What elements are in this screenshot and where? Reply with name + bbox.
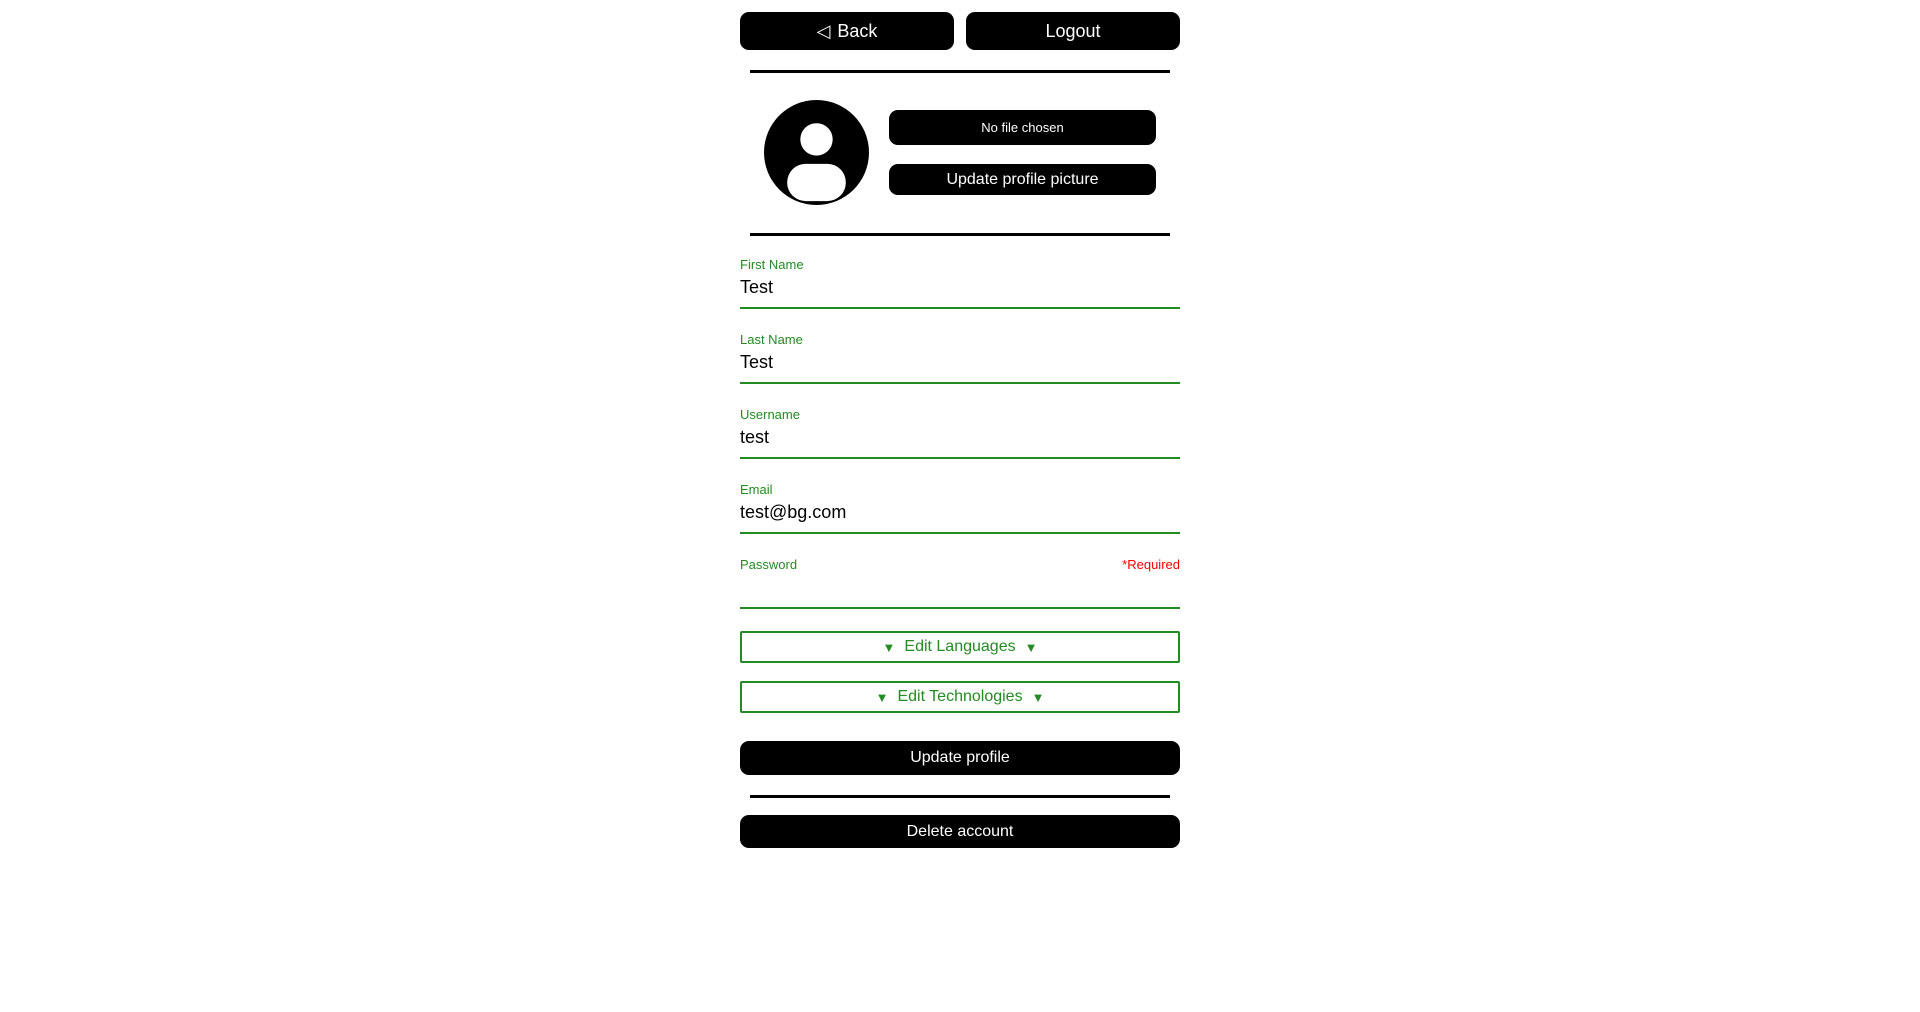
first-name-label: First Name: [740, 257, 804, 272]
file-input-button[interactable]: [889, 110, 1156, 145]
edit-languages-label: Edit Languages: [904, 638, 1016, 655]
logout-button-label: Logout: [1045, 20, 1101, 41]
divider: [750, 70, 1170, 73]
first-name-group: [740, 256, 1180, 309]
picture-buttons: [889, 110, 1156, 195]
delete-account-button[interactable]: [740, 815, 1180, 848]
logout-button[interactable]: [966, 12, 1180, 50]
edit-technologies-label: Edit Technologies: [897, 688, 1023, 705]
back-button-label: Back: [837, 20, 878, 41]
caret-down-icon: ▼: [882, 639, 896, 655]
avatar-person-icon: [764, 100, 869, 205]
back-button[interactable]: [740, 12, 954, 50]
email-label: Email: [740, 482, 773, 497]
profile-picture-section: [740, 100, 1180, 205]
divider: [750, 795, 1170, 798]
required-badge: *Required: [1122, 557, 1180, 572]
profile-form: [740, 256, 1180, 848]
caret-down-icon: ▼: [1031, 689, 1045, 705]
email-group: [740, 481, 1180, 534]
password-group: [740, 556, 1180, 609]
caret-down-icon: ▼: [1024, 639, 1038, 655]
update-picture-button[interactable]: [889, 164, 1156, 195]
password-label-row: [740, 556, 1180, 574]
update-picture-label: Update profile picture: [946, 170, 1099, 188]
last-name-group: [740, 331, 1180, 384]
password-input[interactable]: [740, 574, 1180, 609]
top-action-bar: [740, 12, 1180, 50]
username-group: [740, 406, 1180, 459]
username-label: Username: [740, 407, 800, 422]
update-profile-label: Update profile: [910, 749, 1010, 766]
edit-languages-button[interactable]: [740, 631, 1180, 663]
email-input[interactable]: [740, 499, 1180, 534]
last-name-input[interactable]: [740, 349, 1180, 384]
edit-technologies-button[interactable]: [740, 681, 1180, 713]
file-input-label: No file chosen: [981, 120, 1064, 135]
last-name-label: Last Name: [740, 332, 803, 347]
username-input[interactable]: [740, 424, 1180, 459]
password-label: Password: [740, 557, 798, 572]
delete-account-label: Delete account: [906, 822, 1014, 840]
first-name-input[interactable]: [740, 274, 1180, 309]
caret-down-icon: ▼: [875, 689, 889, 705]
update-profile-button[interactable]: [740, 741, 1180, 775]
divider: [750, 233, 1170, 236]
back-triangle-icon: ◁: [816, 20, 831, 41]
profile-page: [740, 0, 1180, 848]
